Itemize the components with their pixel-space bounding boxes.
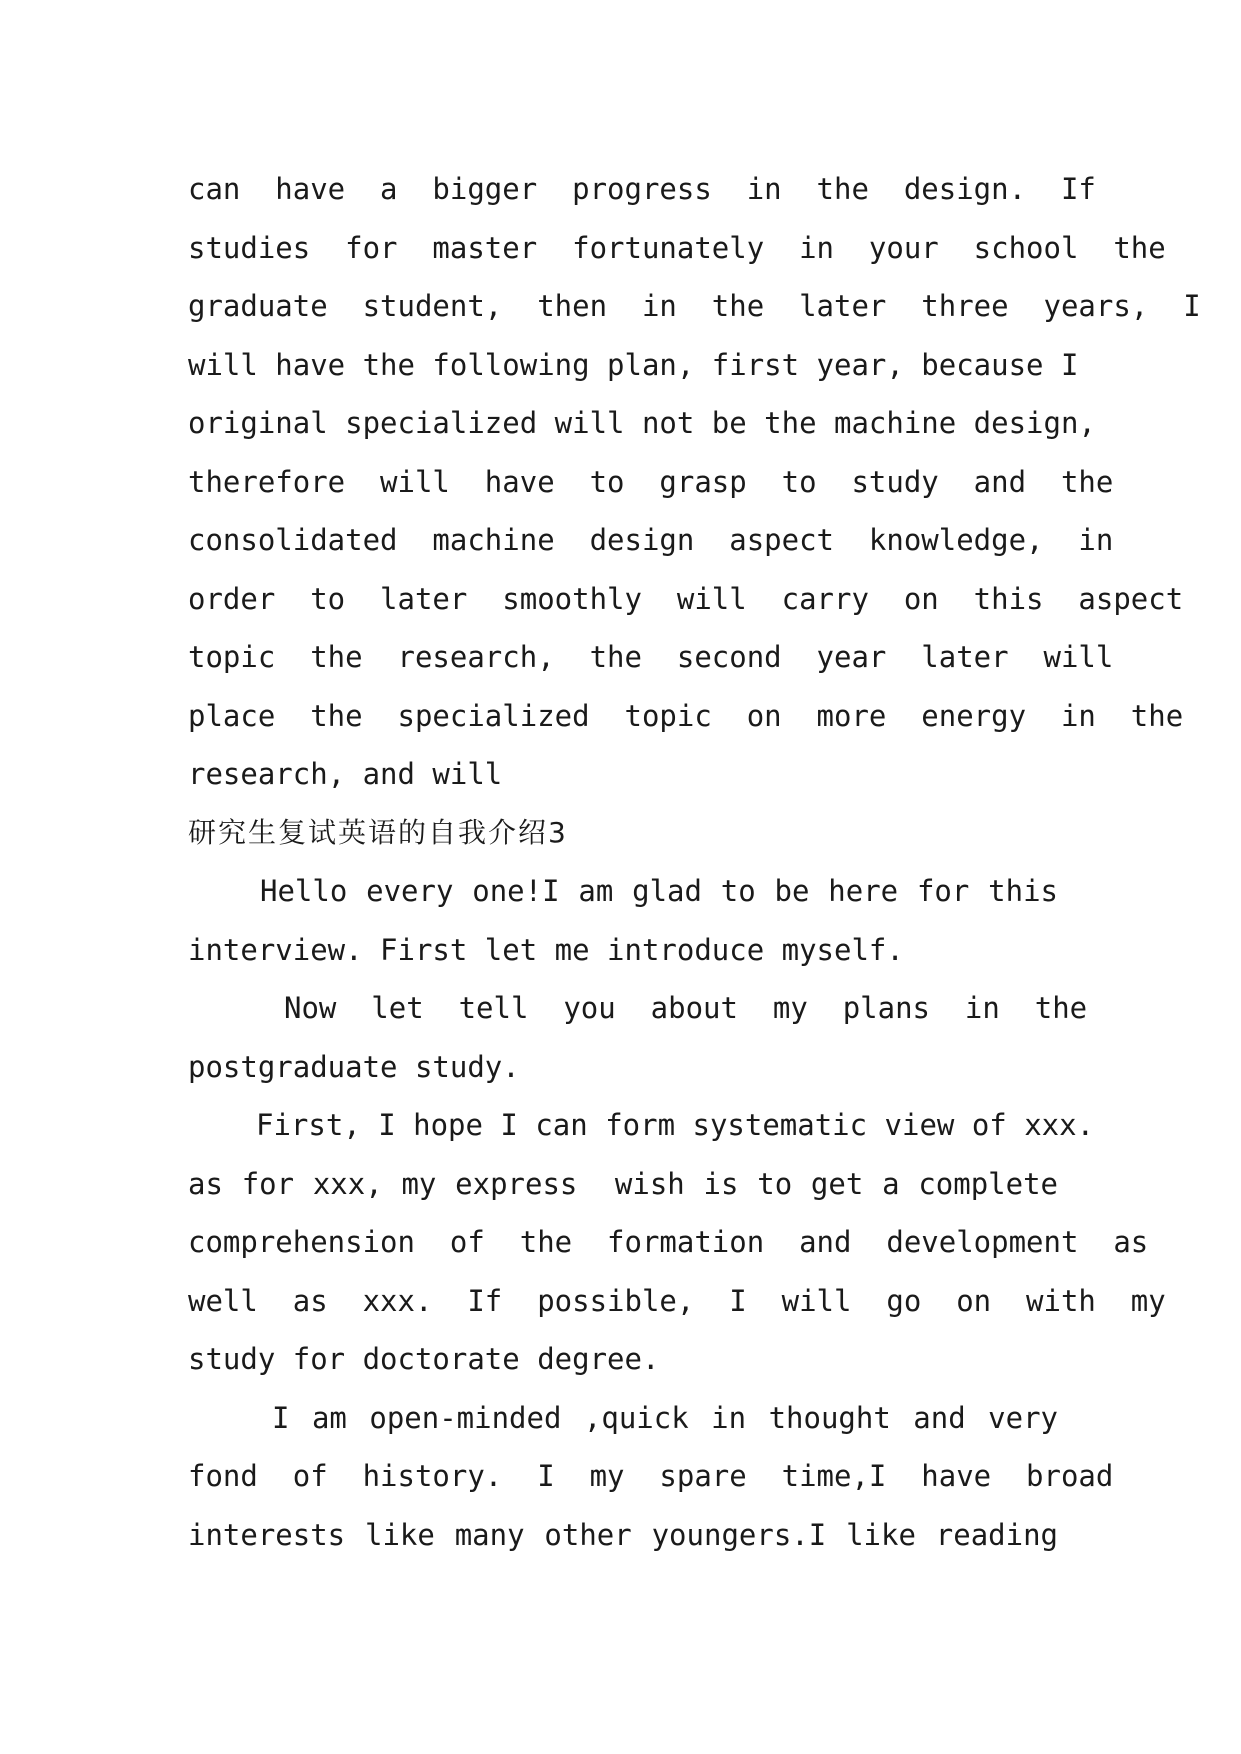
body-line: graduate student, then in the later three years, I: [188, 289, 1201, 323]
section-heading: 研究生复试英语的自我介绍3: [188, 815, 568, 849]
body-line: place the specialized topic on more energy in the: [188, 698, 1184, 733]
body-line: I am open-minded ,quick in thought and very: [272, 1400, 1058, 1435]
body-line: consolidated machine design aspect knowledge, in: [188, 523, 1114, 557]
body-line: interests like many other youngers.I like reading: [188, 1517, 1058, 1552]
body-line: interview. First let me introduce myself.: [188, 932, 904, 967]
body-line: studies for master fortunately in your school the: [188, 230, 1166, 265]
document-body: [188, 160, 1201, 1564]
body-line: order to later smoothly will carry on this aspect: [188, 581, 1184, 616]
body-line: as for xxx, my express wish is to get a complete: [188, 1166, 1058, 1201]
body-line: original specialized will not be the machine design,: [188, 406, 1096, 440]
body-line: comprehension of the formation and development as: [188, 1225, 1149, 1259]
body-line: postgraduate study.: [188, 1049, 520, 1084]
body-line: topic the research, the second year later will: [188, 640, 1114, 674]
body-line: First, I hope I can form systematic view of xxx.: [256, 1108, 1095, 1142]
body-line: therefore will have to grasp to study and the: [188, 464, 1114, 499]
body-line: study for doctorate degree.: [188, 1342, 660, 1376]
body-line: well as xxx. If possible, I will go on with my: [188, 1283, 1166, 1318]
body-line: fond of history. I my spare time,I have broad: [188, 1459, 1114, 1493]
body-line: can have a bigger progress in the design. If: [188, 172, 1096, 206]
body-line: Now let tell you about my plans in the: [284, 991, 1088, 1025]
body-line: will have the following plan, first year, because I: [188, 347, 1079, 382]
body-line: research, and will: [188, 757, 503, 791]
body-line: Hello every one!I am glad to be here for this: [260, 874, 1058, 908]
